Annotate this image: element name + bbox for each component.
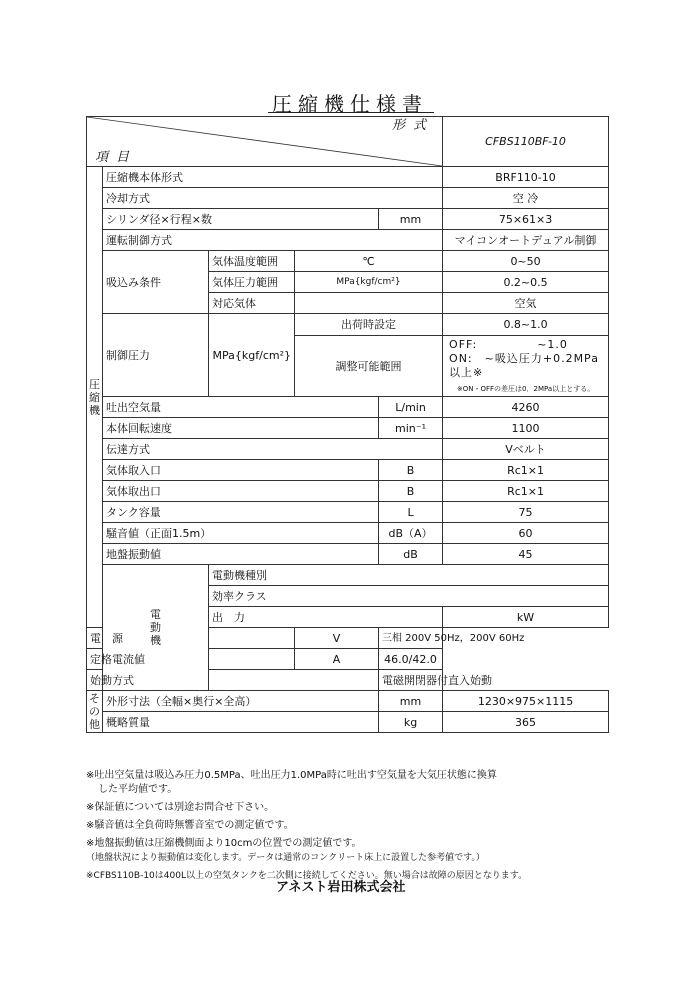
factory-setting-label: 出荷時設定 (295, 314, 443, 336)
control-pressure-label: 制御圧力 (103, 314, 209, 397)
footnote: （地盤状況により振動値は変化します。データは通常のコンクリート床上に設置した参考値です。） (86, 853, 485, 863)
intake-label: 吸込み条件 (103, 251, 209, 314)
row-value: 365 (443, 712, 609, 733)
footnotes (86, 769, 527, 883)
adjust-note: ※ON・OFFの差圧は0．2MPa以上とする。 (456, 385, 595, 393)
row-value: 0~50 (443, 251, 609, 272)
footnote: ※吐出空気量は吸込み圧力0.5MPa、吐出圧力1.0MPa時に吐出す空気量を大気圧状態に換算 (86, 770, 497, 781)
footnote: ※保証値については別途お問合せ下さい。 (86, 802, 275, 813)
spec-table (86, 116, 609, 733)
row-label: 気体温度範囲 (209, 251, 295, 272)
row-unit: kg (379, 712, 443, 733)
title-underline (268, 112, 434, 113)
row-value: 4260 (443, 397, 609, 418)
row-value: 75×61×3 (443, 209, 609, 230)
row-label: 出 力 (209, 607, 443, 628)
row-label: 騒音値（正面1.5m） (103, 523, 379, 544)
row-value: 75 (443, 502, 609, 523)
footnote: した平均値です。 (98, 784, 178, 795)
row-value: 60 (443, 523, 609, 544)
row-label: 効率クラス (209, 586, 609, 607)
row-unit: L/min (379, 397, 443, 418)
row-value: 電磁開閉器付直入始動 (379, 670, 443, 691)
adjust-range-label: 調整可能範囲 (295, 336, 443, 397)
row-label: 対応気体 (209, 293, 295, 314)
row-unit: dB (379, 544, 443, 565)
row-unit: min⁻¹ (379, 418, 443, 439)
row-label: シリンダ径×行程×数 (103, 209, 379, 230)
model-name: CFBS110BF-10 (443, 117, 609, 167)
footnote: ※CFBS110B-10は400L以上の空気タンクを二次側に接続してください。無い場合は故障の原因となります。 (86, 871, 528, 881)
row-value: 1230×975×1115 (443, 691, 609, 712)
row-value: 1100 (443, 418, 609, 439)
header-diagonal (87, 117, 442, 166)
row-unit: mm (379, 691, 443, 712)
row-label: 気体圧力範囲 (209, 272, 295, 293)
row-value: 0.2~0.5 (443, 272, 609, 293)
row-unit: MPa{kgf/cm²} (295, 272, 443, 293)
footnote: ※地盤振動値は圧縮機側面より10cmの位置での測定値です。 (86, 838, 362, 849)
row-unit: B (379, 481, 443, 502)
row-label: 始動方式 (87, 670, 379, 691)
row-label: 伝達方式 (103, 439, 443, 460)
control-pressure-unit: MPa{kgf/cm²} (209, 314, 295, 397)
form-label: 形式 (392, 118, 435, 133)
group-other-label: その他 (89, 692, 100, 731)
group-motor-label: 電動機 (150, 608, 161, 647)
row-label: 冷却方式 (103, 188, 443, 209)
adjust-range-cell (443, 336, 609, 397)
row-value: 空 冷 (443, 188, 609, 209)
adjust-on: ON: ~吸込圧力+0.2MPa以上※ (449, 352, 599, 379)
row-label: 気体取出口 (103, 481, 379, 502)
row-label: 地盤振動値 (103, 544, 379, 565)
row-unit: V (295, 628, 379, 649)
company-name: アネスト岩田株式会社 (276, 880, 406, 895)
group-compressor-label: 圧縮機 (89, 377, 100, 417)
row-value: 三相 200V 50Hz，200V 60Hz (379, 628, 443, 649)
page-title: 圧縮機仕様書 (272, 92, 428, 116)
row-value: Vベルト (443, 439, 609, 460)
row-label: 本体回転速度 (103, 418, 379, 439)
footnote: ※騒音値は全負荷時無響音室での測定値です。 (86, 820, 294, 831)
row-label: 圧縮機本体形式 (103, 167, 443, 188)
header-cell (87, 117, 443, 167)
row-label: 電動機種別 (209, 565, 609, 586)
group-compressor (87, 167, 103, 628)
row-label: 定格電流値 (87, 649, 295, 670)
row-unit: L (379, 502, 443, 523)
factory-setting-value: 0.8~1.0 (443, 314, 609, 336)
row-label: 吐出空気量 (103, 397, 379, 418)
row-label: 外形寸法（全幅×奥行×全高） (103, 691, 379, 712)
adjust-off: OFF: ~1.0 (449, 338, 568, 351)
row-value: Rc1×1 (443, 481, 609, 502)
row-value: Rc1×1 (443, 460, 609, 481)
row-unit: dB（A） (379, 523, 443, 544)
row-label: 運転制御方式 (103, 230, 443, 251)
row-value: BRF110-10 (443, 167, 609, 188)
row-value: 45 (443, 544, 609, 565)
item-label: 項目 (95, 150, 138, 165)
row-value: 空気 (443, 293, 609, 314)
row-label: 電 源 (87, 628, 295, 649)
group-other (87, 691, 103, 733)
row-unit: B (379, 460, 443, 481)
row-value: マイコンオートデュアル制御 (443, 230, 609, 251)
row-unit: mm (379, 209, 443, 230)
empty-cell (295, 293, 443, 314)
row-label: 概略質量 (103, 712, 379, 733)
row-unit: ℃ (295, 251, 443, 272)
row-value: 46.0/42.0 (379, 649, 443, 670)
row-label: タンク容量 (103, 502, 379, 523)
row-unit: kW (443, 607, 609, 628)
row-unit: A (295, 649, 379, 670)
row-label: 気体取入口 (103, 460, 379, 481)
